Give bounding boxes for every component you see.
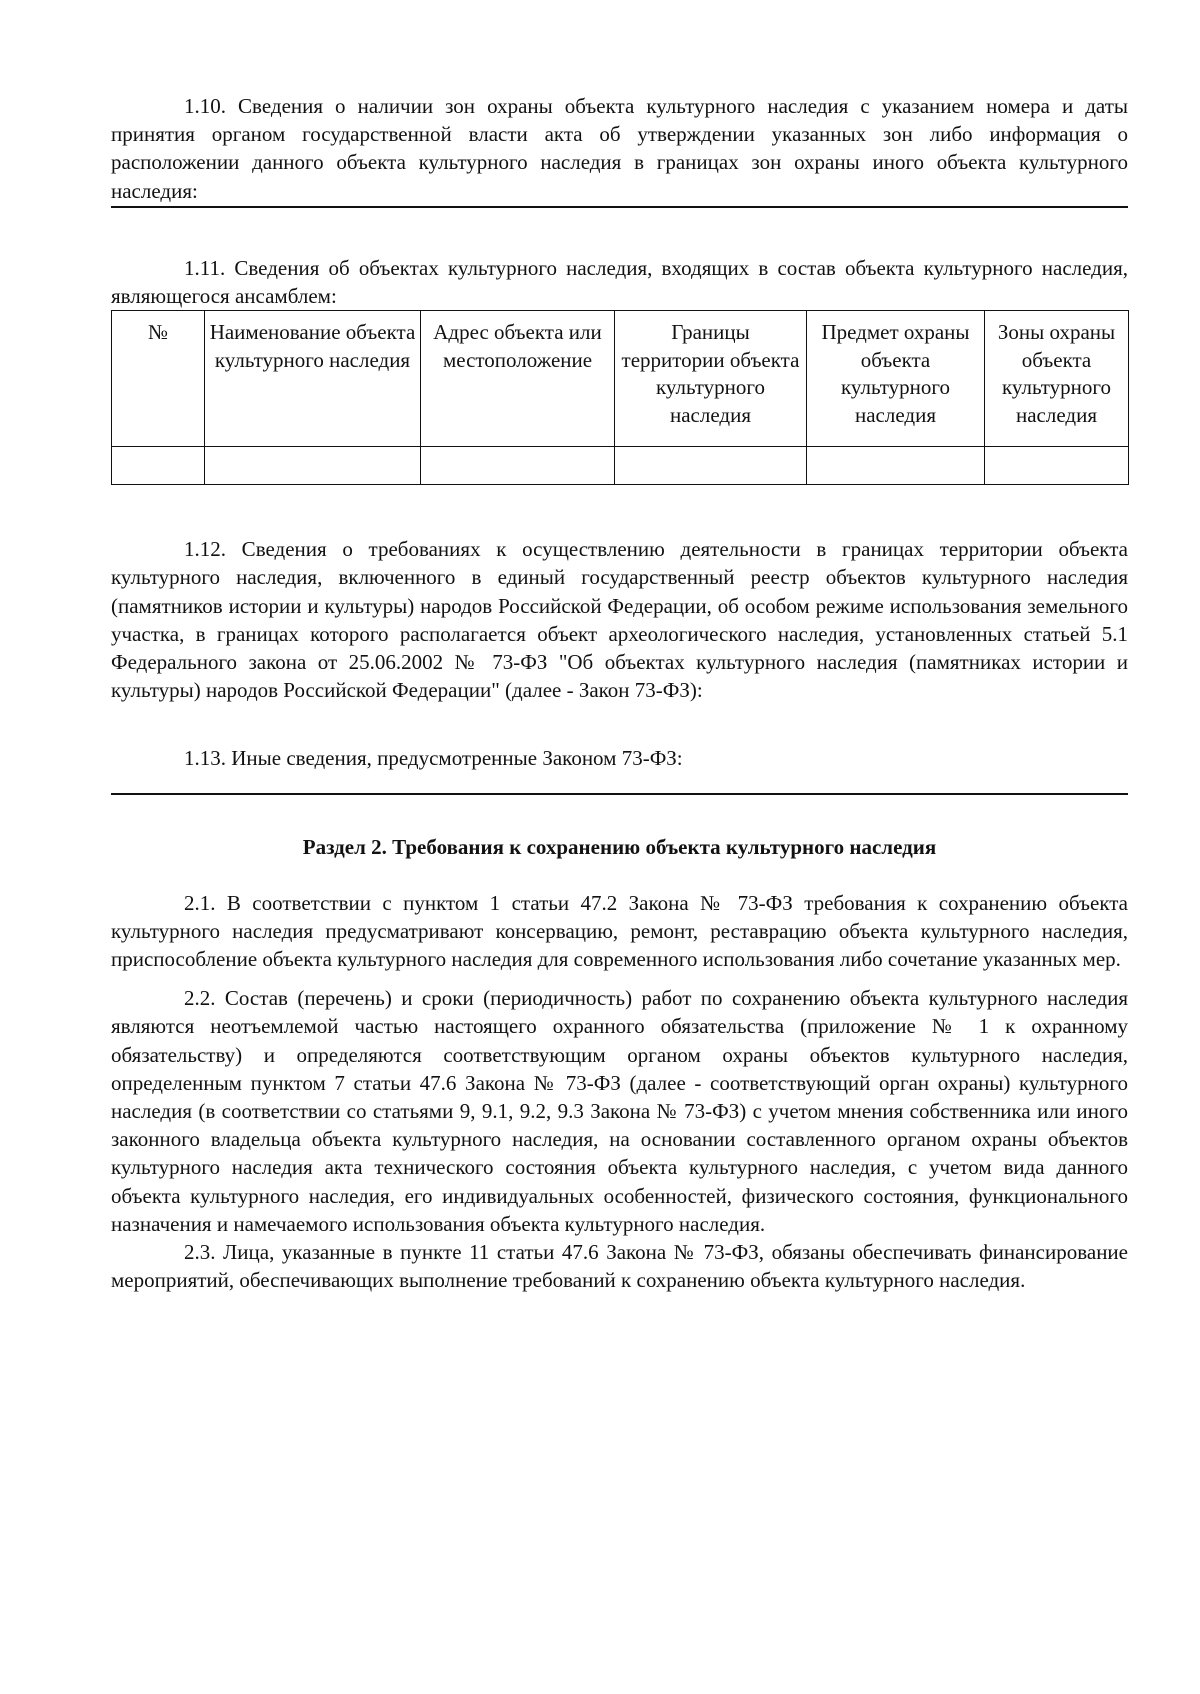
table-cell: [615, 447, 807, 485]
document-page: [111, 92, 1128, 1294]
paragraph-1-11: 1.11. Сведения об объектах культурного наследия, входящих в состав объекта культурного наследия, являющегося ансамблем:: [111, 255, 1128, 309]
col-header-address: Адрес объекта или местоположение: [421, 311, 615, 447]
paragraph-2-3: 2.3. Лица, указанные в пункте 11 статьи 47.6 Закона № 73-ФЗ, обязаны обеспечивать финансирование мероприятий, обеспечивающих выполнение требований к сохранению объекта культурного наследия.: [111, 1240, 1128, 1293]
col-header-boundaries: Границы территории объекта культурного наследия: [615, 311, 807, 447]
fill-line-1-10: [111, 206, 1128, 208]
paragraph-1-10: 1.10. Сведения о наличии зон охраны объекта культурного наследия с указанием номера и даты принятия органом государственной власти акта об утверждении указанных зон либо информация о расположении данного объекта культурного наследия в границах зон охраны иного объекта культурного наследия:: [111, 94, 1128, 203]
col-header-number: №: [112, 311, 205, 447]
table-cell: [985, 447, 1129, 485]
ensemble-objects-table: [111, 310, 1129, 485]
table-header-row: [112, 311, 1129, 447]
table-cell: [112, 447, 205, 485]
paragraph-2-2: 2.2. Состав (перечень) и сроки (периодичность) работ по сохранению объекта культурного наследия являются неотъемлемой частью настоящего охранного обязательства (приложение № 1 к охранному обязательству) и определяются соответствующим органом охраны объектов культурного наследия, определенным пунктом 7 статьи 47.6 Закона № 73-ФЗ (далее - соответствующий орган охраны) культурного наследия (в соответствии со статьями 9, 9.1, 9.2, 9.3 Закона № 73-ФЗ) с учетом мнения собственника или иного законного владельца объекта культурного наследия, на основании составленного органом охраны объектов культурного наследия акта технического состояния объекта культурного наследия, с учетом вида данного объекта культурного наследия, его индивидуальных особенностей, физического состояния, функционального назначения и намечаемого использования объекта культурного наследия.: [111, 986, 1128, 1236]
col-header-protection-subject: Предмет охраны объекта культурного наследия: [807, 311, 985, 447]
col-header-name: Наименование объекта культурного наследия: [205, 311, 421, 447]
table-row: [112, 447, 1129, 485]
paragraph-1-12: 1.12. Сведения о требованиях к осуществлению деятельности в границах территории объекта культурного наследия, включенного в единый государственный реестр объектов культурного наследия (памятников истории и культуры) народов Российской Федерации, об особом режиме использования земельного участка, в границах которого располагается объект археологического наследия, установленных статьей 5.1 Федерального закона от 25.06.2002 № 73-ФЗ "Об объектах культурного наследия (памятниках истории и культуры) народов Российской Федерации" (далее - Закон 73-ФЗ):: [111, 537, 1128, 703]
col-header-protection-zones: Зоны охраны объекта культурного наследия: [985, 311, 1129, 447]
paragraph-1-13: 1.13. Иные сведения, предусмотренные Законом 73-ФЗ:: [184, 746, 683, 771]
table-cell: [205, 447, 421, 485]
table-cell: [421, 447, 615, 485]
paragraph-2-1: 2.1. В соответствии с пунктом 1 статьи 47.2 Закона № 73-ФЗ требования к сохранению объекта культурного наследия предусматривают консервацию, ремонт, реставрацию объекта культурного наследия, приспособление объекта культурного наследия для современного использования либо сочетание указанных мер.: [111, 890, 1128, 972]
table-cell: [807, 447, 985, 485]
section-2-title: Раздел 2. Требования к сохранению объекта культурного наследия: [302, 834, 937, 859]
fill-line-1-13: [111, 793, 1128, 795]
